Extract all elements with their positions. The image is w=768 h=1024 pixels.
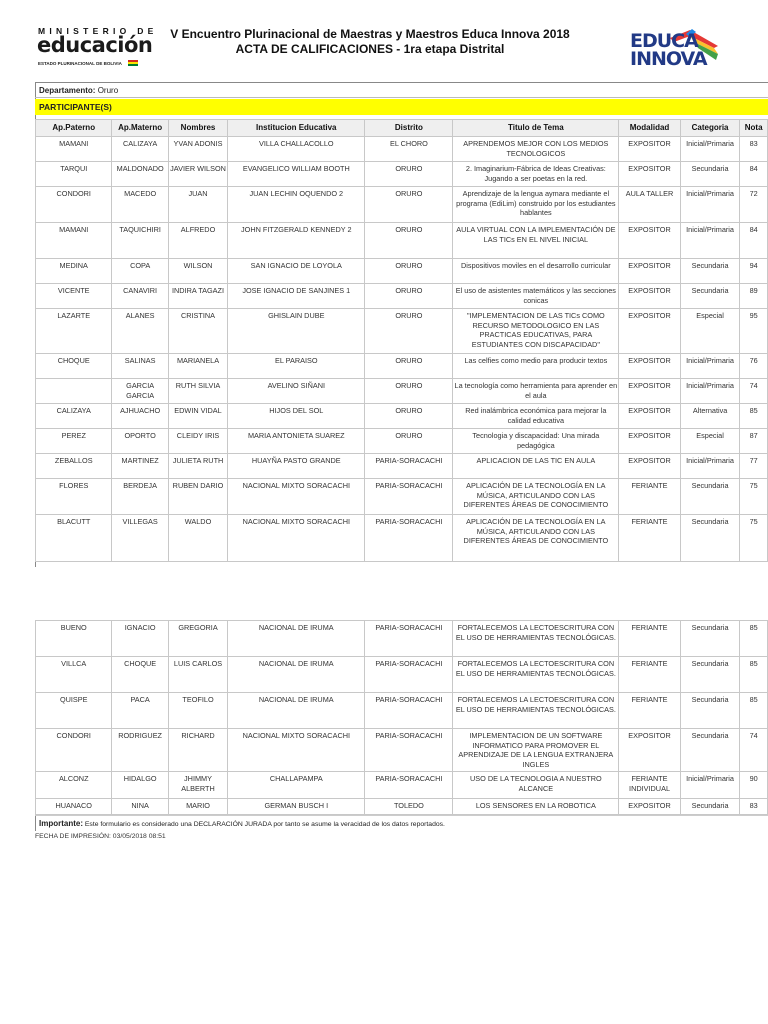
table-cell: La tecnología como herramienta para aprender en el aula xyxy=(453,379,619,404)
table-cell: NACIONAL DE IRUMA xyxy=(228,621,365,657)
table-cell: CHOQUE xyxy=(112,657,168,693)
table-row xyxy=(36,223,768,259)
table-cell: NACIONAL MIXTO SORACACHI xyxy=(228,729,365,772)
table-cell: ORURO xyxy=(365,354,453,379)
table-cell: SAN IGNACIO DE LOYOLA xyxy=(228,259,365,284)
table-row xyxy=(36,429,768,454)
table-cell: CONDORI xyxy=(36,187,112,223)
table-cell: 75 xyxy=(740,515,768,562)
table-cell: LAZARTE xyxy=(36,309,112,354)
table-cell: JULIETA RUTH xyxy=(168,454,227,479)
table-cell: PARIA-SORACACHI xyxy=(365,621,453,657)
table-cell: RUTH SILVIA xyxy=(168,379,227,404)
table-cell: EXPOSITOR xyxy=(619,223,681,259)
table-cell: CANAVIRI xyxy=(112,284,168,309)
table-row xyxy=(36,309,768,354)
table-row xyxy=(36,354,768,379)
table-cell: PACA xyxy=(112,693,168,729)
table-cell: EXPOSITOR xyxy=(619,259,681,284)
table-cell: MALDONADO xyxy=(112,162,168,187)
table-cell: El uso de asistentes matemáticos y las secciones conicas xyxy=(453,284,619,309)
table-cell: FERIANTE xyxy=(619,693,681,729)
table-cell: ALANES xyxy=(112,309,168,354)
column-header: Modalidad xyxy=(619,120,681,137)
table-cell: Inicial/Primaria xyxy=(680,379,739,404)
table-cell: Secundaria xyxy=(680,479,739,515)
table-cell xyxy=(36,379,112,404)
column-header: Ap.Materno xyxy=(112,120,168,137)
table-cell: ORURO xyxy=(365,223,453,259)
table-cell: 85 xyxy=(740,404,768,429)
table-cell: EL PARAISO xyxy=(228,354,365,379)
table-cell: NACIONAL MIXTO SORACACHI xyxy=(228,515,365,562)
table-cell: BUENO xyxy=(36,621,112,657)
table-cell: Secundaria xyxy=(680,799,739,815)
table-cell: Inicial/Primaria xyxy=(680,772,739,799)
table-cell: MARIANELA xyxy=(168,354,227,379)
table-cell: TOLEDO xyxy=(365,799,453,815)
table-cell: 94 xyxy=(740,259,768,284)
table-cell: AULA VIRTUAL CON LA IMPLEMENTACIÓN DE LAS TICs EN EL NIVEL INICIAL xyxy=(453,223,619,259)
table-cell: EXPOSITOR xyxy=(619,162,681,187)
table-row xyxy=(36,404,768,429)
table-cell: RODRIGUEZ xyxy=(112,729,168,772)
column-header: Categoria xyxy=(680,120,739,137)
table-cell: EXPOSITOR xyxy=(619,729,681,772)
table-cell: ORURO xyxy=(365,187,453,223)
table-cell: 83 xyxy=(740,799,768,815)
ministerio-logo xyxy=(37,26,158,72)
table-cell: CLEIDY IRIS xyxy=(168,429,227,454)
page-header xyxy=(0,0,768,80)
table-cell: EXPOSITOR xyxy=(619,354,681,379)
table-cell: EXPOSITOR xyxy=(619,309,681,354)
table-cell: JUAN xyxy=(168,187,227,223)
table-cell: Dispositivos moviles en el desarrollo curricular xyxy=(453,259,619,284)
table-cell: Secundaria xyxy=(680,729,739,772)
title-line-1: V Encuentro Plurinacional de Maestras y Maestros Educa Innova 2018 xyxy=(170,27,570,41)
table-cell: VICENTE xyxy=(36,284,112,309)
table-cell: 84 xyxy=(740,162,768,187)
table-cell: CHALLAPAMPA xyxy=(228,772,365,799)
departamento-row xyxy=(35,84,768,98)
estado-text: ESTADO PLURINACIONAL DE BOLIVIA xyxy=(38,61,122,66)
table-cell: CRISTINA xyxy=(168,309,227,354)
table-cell: TEOFILO xyxy=(168,693,227,729)
table-cell: FORTALECEMOS LA LECTOESCRITURA CON EL USO DE HERRAMIENTAS TECNOLÓGICAS. xyxy=(453,693,619,729)
table-cell: NACIONAL DE IRUMA xyxy=(228,693,365,729)
table-row xyxy=(36,162,768,187)
table-cell: ORURO xyxy=(365,429,453,454)
table-cell: 83 xyxy=(740,137,768,162)
table-cell: ORURO xyxy=(365,284,453,309)
table-cell: TARQUI xyxy=(36,162,112,187)
table-cell: Red inalámbrica económica para mejorar la calidad educativa xyxy=(453,404,619,429)
table-cell: ALFREDO xyxy=(168,223,227,259)
table-cell: JHIMMY ALBERTH xyxy=(168,772,227,799)
table-row xyxy=(36,772,768,799)
table-cell: VILLEGAS xyxy=(112,515,168,562)
table-cell: MACEDO xyxy=(112,187,168,223)
educacion-logo-text: educación xyxy=(37,33,153,57)
table-cell: MARTINEZ xyxy=(112,454,168,479)
table-cell: HIDALGO xyxy=(112,772,168,799)
table-cell: EVANGELICO WILLIAM BOOTH xyxy=(228,162,365,187)
table-cell: PEREZ xyxy=(36,429,112,454)
table-cell: ORURO xyxy=(365,259,453,284)
column-header: Distrito xyxy=(365,120,453,137)
table-cell: "IMPLEMENTACION DE LAS TICs COMO RECURSO METODOLOGICO EN LAS PRACTICAS EDUCATIVAS, PARA ESTUDIANTES CON DISCAPACIDAD" xyxy=(453,309,619,354)
table-cell: JUAN LECHIN OQUENDO 2 xyxy=(228,187,365,223)
table-cell: PARIA-SORACACHI xyxy=(365,479,453,515)
table-row xyxy=(36,259,768,284)
table-cell: MAMANI xyxy=(36,137,112,162)
table-cell: JAVIER WILSON xyxy=(168,162,227,187)
table-cell: PARIA-SORACACHI xyxy=(365,657,453,693)
table-cell: MARIO xyxy=(168,799,227,815)
table-cell: 76 xyxy=(740,354,768,379)
table-cell: ORURO xyxy=(365,404,453,429)
importante-note xyxy=(35,815,768,831)
table-cell: BLACUTT xyxy=(36,515,112,562)
table-cell: Inicial/Primaria xyxy=(680,187,739,223)
table-cell: YVAN ADONIS xyxy=(168,137,227,162)
ministerio-text: MINISTERIO DE xyxy=(38,26,158,36)
table-cell: 75 xyxy=(740,479,768,515)
table-cell: NACIONAL MIXTO SORACACHI xyxy=(228,479,365,515)
column-header: Institucion Educativa xyxy=(228,120,365,137)
table-row xyxy=(36,479,768,515)
table-cell: 74 xyxy=(740,729,768,772)
table-cell: 77 xyxy=(740,454,768,479)
table-cell: APRENDEMOS MEJOR CON LOS MEDIOS TECNOLOGICOS xyxy=(453,137,619,162)
table-cell: ZEBALLOS xyxy=(36,454,112,479)
table-cell: APLICACIÓN DE LA TECNOLOGÍA EN LA MÚSICA, ARTICULANDO CON LAS DIFERENTES ÁREAS DE CONOCIMIENTO xyxy=(453,479,619,515)
table-cell: FORTALECEMOS LA LECTOESCRITURA CON EL USO DE HERRAMIENTAS TECNOLÓGICAS. xyxy=(453,657,619,693)
innova-text: INNOVA xyxy=(630,48,707,70)
bolivia-flag-icon xyxy=(128,60,138,66)
table-cell: FERIANTE xyxy=(619,621,681,657)
column-header: Ap.Paterno xyxy=(36,120,112,137)
importante-text: Este formulario es considerado una DECLARACIÓN JURADA por tanto se asume la veracidad de los datos reportados. xyxy=(84,821,445,828)
table-cell: APLICACION DE LAS TIC EN AULA xyxy=(453,454,619,479)
table-cell: EXPOSITOR xyxy=(619,404,681,429)
table-cell: FLORES xyxy=(36,479,112,515)
table-cell: EXPOSITOR xyxy=(619,429,681,454)
table-cell: RICHARD xyxy=(168,729,227,772)
table-cell: MAMANI xyxy=(36,223,112,259)
table-cell: CALIZAYA xyxy=(112,137,168,162)
table-row xyxy=(36,693,768,729)
table-cell: LOS SENSORES EN LA ROBOTICA xyxy=(453,799,619,815)
table-cell: 85 xyxy=(740,657,768,693)
table-cell: Secundaria xyxy=(680,657,739,693)
table-cell: BERDEJA xyxy=(112,479,168,515)
column-header: Nota xyxy=(740,120,768,137)
table-cell: LUIS CARLOS xyxy=(168,657,227,693)
table-cell: 74 xyxy=(740,379,768,404)
table-cell: FERIANTE INDIVIDUAL xyxy=(619,772,681,799)
table-row xyxy=(36,137,768,162)
table-cell: GARCIA GARCIA xyxy=(112,379,168,404)
table-cell: FERIANTE xyxy=(619,515,681,562)
table-row xyxy=(36,515,768,562)
table-cell: FERIANTE xyxy=(619,479,681,515)
table-cell: Especial xyxy=(680,309,739,354)
table-cell: NINA xyxy=(112,799,168,815)
table-cell: ORURO xyxy=(365,379,453,404)
table-cell: Secundaria xyxy=(680,621,739,657)
table-cell: 85 xyxy=(740,693,768,729)
table-cell: Las celfies como medio para producir textos xyxy=(453,354,619,379)
column-header: Titulo de Tema xyxy=(453,120,619,137)
table-cell: USO DE LA TECNOLOGIA A NUESTRO ALCANCE xyxy=(453,772,619,799)
table-cell: Secundaria xyxy=(680,162,739,187)
table-cell: SALINAS xyxy=(112,354,168,379)
table-cell: FORTALECEMOS LA LECTOESCRITURA CON EL USO DE HERRAMIENTAS TECNOLÓGICAS. xyxy=(453,621,619,657)
table-cell: HIJOS DEL SOL xyxy=(228,404,365,429)
table-cell: EXPOSITOR xyxy=(619,454,681,479)
table-cell: PARIA-SORACACHI xyxy=(365,454,453,479)
table-cell: 84 xyxy=(740,223,768,259)
table-cell: JOHN FITZGERALD KENNEDY 2 xyxy=(228,223,365,259)
fecha-impresion: FECHA DE IMPRESIÓN: 03/05/2018 08:51 xyxy=(35,833,166,840)
table-row xyxy=(36,284,768,309)
table-cell: 90 xyxy=(740,772,768,799)
table-cell: EDWIN VIDAL xyxy=(168,404,227,429)
table-cell: 2. Imaginarium-Fábrica de Ideas Creativas: Jugando a ser poetas en la red. xyxy=(453,162,619,187)
educa-innova-logo xyxy=(628,28,723,70)
table-cell: FERIANTE xyxy=(619,657,681,693)
table-row xyxy=(36,799,768,815)
table-cell: GERMAN BUSCH I xyxy=(228,799,365,815)
importante-label: Importante: xyxy=(39,819,83,828)
participants-table-page1 xyxy=(35,119,768,562)
table-cell: RUBEN DARIO xyxy=(168,479,227,515)
table-cell: ORURO xyxy=(365,162,453,187)
table-cell: IMPLEMENTACION DE UN SOFTWARE INFORMATICO PARA PROMOVER EL APRENDIZAJE DE LA LENGUA EXTRANJERA INGLES xyxy=(453,729,619,772)
table-cell: Secundaria xyxy=(680,693,739,729)
table-cell: ORURO xyxy=(365,309,453,354)
table-cell: PARIA-SORACACHI xyxy=(365,772,453,799)
table-header-row xyxy=(36,120,768,137)
table-cell: Tecnologia y discapacidad: Una mirada pedagógica xyxy=(453,429,619,454)
table-cell: EXPOSITOR xyxy=(619,284,681,309)
table-cell: WALDO xyxy=(168,515,227,562)
table-cell: EXPOSITOR xyxy=(619,137,681,162)
table-cell: Especial xyxy=(680,429,739,454)
table-cell: QUISPE xyxy=(36,693,112,729)
table-cell: ALCONZ xyxy=(36,772,112,799)
document-title xyxy=(150,27,590,57)
column-header: Nombres xyxy=(168,120,227,137)
table-row xyxy=(36,379,768,404)
table-row xyxy=(36,621,768,657)
table-cell: 87 xyxy=(740,429,768,454)
table-cell: VILLCA xyxy=(36,657,112,693)
table-cell: MARIA ANTONIETA SUAREZ xyxy=(228,429,365,454)
table-cell: WILSON xyxy=(168,259,227,284)
table-cell: PARIA-SORACACHI xyxy=(365,515,453,562)
table-row xyxy=(36,657,768,693)
table-cell: AULA TALLER xyxy=(619,187,681,223)
title-line-2: ACTA DE CALIFICACIONES - 1ra etapa Distrital xyxy=(235,42,505,56)
table-cell: VILLA CHALLACOLLO xyxy=(228,137,365,162)
table-cell: OPORTO xyxy=(112,429,168,454)
table-cell: TAQUICHIRI xyxy=(112,223,168,259)
table-cell: 95 xyxy=(740,309,768,354)
table-cell: MEDINA xyxy=(36,259,112,284)
table-cell: HUANACO xyxy=(36,799,112,815)
table-row xyxy=(36,187,768,223)
table-cell: Secundaria xyxy=(680,284,739,309)
departamento-label: Departamento: xyxy=(39,86,96,95)
table-cell: PARIA-SORACACHI xyxy=(365,729,453,772)
table-cell: EL CHORO xyxy=(365,137,453,162)
table-cell: Secundaria xyxy=(680,259,739,284)
table-cell: 85 xyxy=(740,621,768,657)
table-cell: CALIZAYA xyxy=(36,404,112,429)
table-row xyxy=(36,454,768,479)
table-cell: COPA xyxy=(112,259,168,284)
table-cell: GHISLAIN DUBE xyxy=(228,309,365,354)
table-cell: Inicial/Primaria xyxy=(680,454,739,479)
table-cell: INDIRA TAGAZI xyxy=(168,284,227,309)
table-cell: EXPOSITOR xyxy=(619,799,681,815)
table-cell: AJHUACHO xyxy=(112,404,168,429)
table-cell: NACIONAL DE IRUMA xyxy=(228,657,365,693)
table-cell: CONDORI xyxy=(36,729,112,772)
table-cell: Inicial/Primaria xyxy=(680,137,739,162)
participants-table-page2 xyxy=(35,620,768,815)
departamento-value: Oruro xyxy=(97,86,119,95)
table-cell: EXPOSITOR xyxy=(619,379,681,404)
table-cell: CHOQUE xyxy=(36,354,112,379)
table-cell: JOSE IGNACIO DE SANJINES 1 xyxy=(228,284,365,309)
table-cell: Aprendizaje de la lengua aymara mediante el programa (EdiLim) construido por los estudiantes hablantes xyxy=(453,187,619,223)
table-cell: Alternativa xyxy=(680,404,739,429)
table-cell: PARIA-SORACACHI xyxy=(365,693,453,729)
table-cell: IGNACIO xyxy=(112,621,168,657)
table-cell: APLICACIÓN DE LA TECNOLOGÍA EN LA MÚSICA, ARTICULANDO CON LAS DIFERENTES ÁREAS DE CONOCIMIENTO xyxy=(453,515,619,562)
table-row xyxy=(36,729,768,772)
table-cell: 72 xyxy=(740,187,768,223)
table-cell: Inicial/Primaria xyxy=(680,223,739,259)
table-cell: Inicial/Primaria xyxy=(680,354,739,379)
table-cell: 89 xyxy=(740,284,768,309)
participantes-header: PARTICIPANTE(S) xyxy=(35,99,768,115)
table-cell: Secundaria xyxy=(680,515,739,562)
table-cell: HUAYÑA PASTO GRANDE xyxy=(228,454,365,479)
educa-text: EDUCA xyxy=(630,30,698,52)
table-cell: AVELINO SIÑANI xyxy=(228,379,365,404)
table-cell: GREGORIA xyxy=(168,621,227,657)
